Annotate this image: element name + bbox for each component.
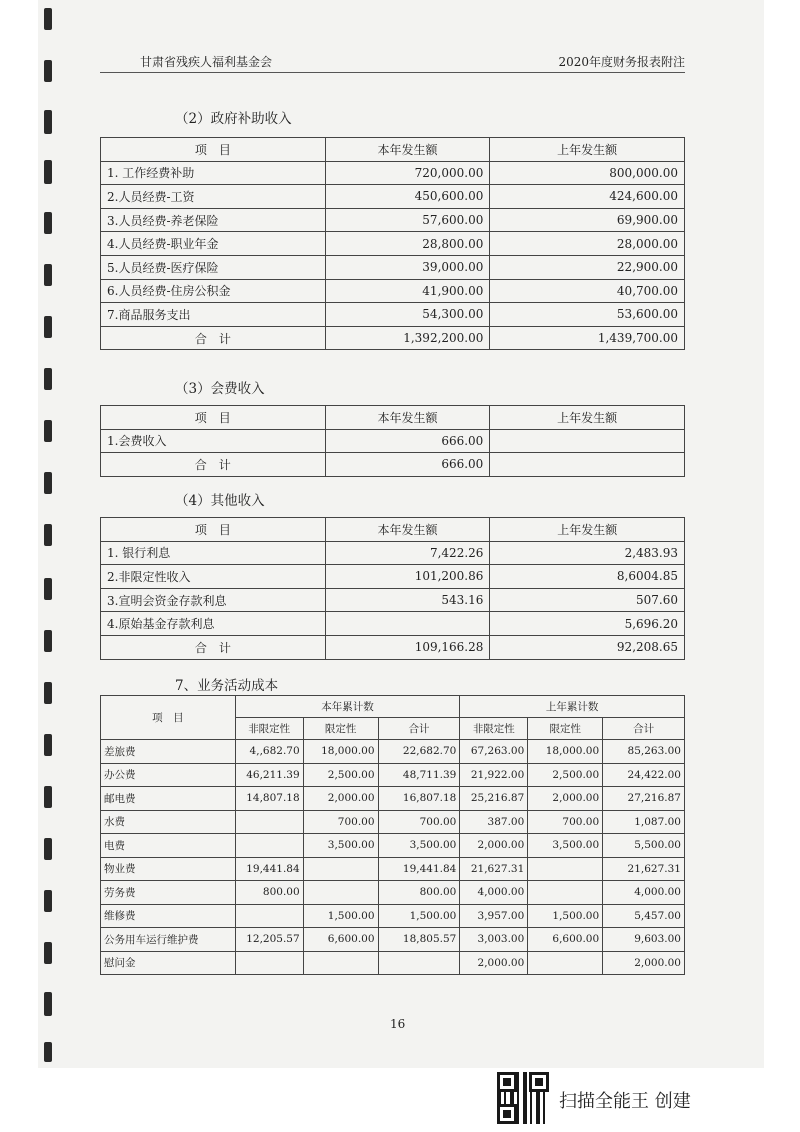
cell: 19,441.84 xyxy=(235,857,303,881)
binding-mark xyxy=(44,838,52,860)
cell xyxy=(490,429,685,453)
section-title-other: （4）其他收入 xyxy=(175,493,265,509)
cell: 7.商品服务支出 xyxy=(101,303,326,327)
qr-code-icon xyxy=(497,1072,549,1124)
binding-mark xyxy=(44,368,52,390)
table-row xyxy=(101,232,685,256)
cell: 39,000.00 xyxy=(325,255,490,279)
binding-mark xyxy=(44,524,52,546)
cell xyxy=(528,881,603,905)
col-header: 本年发生额 xyxy=(325,138,490,162)
cell xyxy=(325,612,490,636)
binding-mark xyxy=(44,264,52,286)
row-label: 邮电费 xyxy=(101,787,236,811)
cell: 5,500.00 xyxy=(603,834,685,858)
cell: 666.00 xyxy=(325,429,490,453)
cell xyxy=(528,857,603,881)
cell: 700.00 xyxy=(378,810,460,834)
section-title-gov: （2）政府补助收入 xyxy=(175,111,292,127)
binding-mark xyxy=(44,630,52,652)
cell: 2,000.00 xyxy=(603,951,685,975)
cell: 12,205.57 xyxy=(235,928,303,952)
row-label: 办公费 xyxy=(101,763,236,787)
cell: 700.00 xyxy=(303,810,378,834)
cell: 1. 工作经费补助 xyxy=(101,161,326,185)
binding-mark xyxy=(44,110,52,134)
cell: 109,166.28 xyxy=(325,635,490,659)
cell: 1,392,200.00 xyxy=(325,326,490,350)
cell: 1,439,700.00 xyxy=(490,326,685,350)
membership-fee-table xyxy=(100,405,685,477)
cell: 合 计 xyxy=(101,635,326,659)
binding-mark xyxy=(44,890,52,912)
group-header-prior: 上年累计数 xyxy=(460,696,685,718)
binding-mark xyxy=(44,420,52,442)
table-header-row xyxy=(101,406,685,430)
cell: 543.16 xyxy=(325,588,490,612)
binding-mark xyxy=(44,212,52,234)
binding-mark xyxy=(44,682,52,704)
cell: 4.人员经费-职业年金 xyxy=(101,232,326,256)
cell: 5,696.20 xyxy=(490,612,685,636)
cell: 6.人员经费-住房公积金 xyxy=(101,279,326,303)
table-row xyxy=(101,740,685,764)
col-header: 限定性 xyxy=(528,718,603,740)
binding-mark xyxy=(44,1042,52,1062)
total-row xyxy=(101,453,685,477)
row-label: 电费 xyxy=(101,834,236,858)
section-title-cost: 7、业务活动成本 xyxy=(175,678,279,694)
cell: 3,003.00 xyxy=(460,928,528,952)
binding-mark xyxy=(44,316,52,338)
cell: 67,263.00 xyxy=(460,740,528,764)
row-label: 水费 xyxy=(101,810,236,834)
table-row xyxy=(101,279,685,303)
cell: 1,500.00 xyxy=(378,904,460,928)
cell: 18,000.00 xyxy=(528,740,603,764)
cell: 5.人员经费-医疗保险 xyxy=(101,255,326,279)
col-header: 项 目 xyxy=(101,406,326,430)
cost-rows xyxy=(101,740,685,975)
cell: 8,6004.85 xyxy=(490,565,685,589)
cell: 1,500.00 xyxy=(303,904,378,928)
cell: 合 计 xyxy=(101,326,326,350)
cell: 14,807.18 xyxy=(235,787,303,811)
cell: 2,500.00 xyxy=(303,763,378,787)
cell: 450,600.00 xyxy=(325,185,490,209)
cell xyxy=(235,810,303,834)
table-row xyxy=(101,612,685,636)
binding-mark xyxy=(44,160,52,184)
cell: 800,000.00 xyxy=(490,161,685,185)
table-header-row xyxy=(101,518,685,542)
cell: 2,500.00 xyxy=(528,763,603,787)
col-header: 合计 xyxy=(378,718,460,740)
table-row xyxy=(101,429,685,453)
table-row xyxy=(101,834,685,858)
binding-mark xyxy=(44,734,52,756)
cell: 3,500.00 xyxy=(528,834,603,858)
cell: 507.60 xyxy=(490,588,685,612)
col-header: 本年发生额 xyxy=(325,406,490,430)
cell: 85,263.00 xyxy=(603,740,685,764)
cell: 46,211.39 xyxy=(235,763,303,787)
row-label: 公务用车运行维护费 xyxy=(101,928,236,952)
table-row xyxy=(101,904,685,928)
cell: 666.00 xyxy=(325,453,490,477)
table-row xyxy=(101,255,685,279)
cell: 27,216.87 xyxy=(603,787,685,811)
cell xyxy=(490,453,685,477)
cell: 69,900.00 xyxy=(490,208,685,232)
cell: 3,500.00 xyxy=(303,834,378,858)
cell: 1,087.00 xyxy=(603,810,685,834)
table-row xyxy=(101,787,685,811)
table-row xyxy=(101,928,685,952)
binding-mark xyxy=(44,472,52,494)
table-header-row xyxy=(101,138,685,162)
table-row xyxy=(101,208,685,232)
cell: 800.00 xyxy=(235,881,303,905)
cell: 1.会费收入 xyxy=(101,429,326,453)
row-label: 慰问金 xyxy=(101,951,236,975)
table-row xyxy=(101,588,685,612)
cell: 57,600.00 xyxy=(325,208,490,232)
cell: 4,000.00 xyxy=(603,881,685,905)
org-name: 甘肃省残疾人福利基金会 xyxy=(140,55,273,69)
cell: 4,,682.70 xyxy=(235,740,303,764)
cell: 48,711.39 xyxy=(378,763,460,787)
cell: 2,483.93 xyxy=(490,541,685,565)
col-header: 本年发生额 xyxy=(325,518,490,542)
binding-mark xyxy=(44,992,52,1016)
cell: 424,600.00 xyxy=(490,185,685,209)
col-header: 上年发生额 xyxy=(490,406,685,430)
col-header: 上年发生额 xyxy=(490,518,685,542)
cell: 387.00 xyxy=(460,810,528,834)
cell: 18,000.00 xyxy=(303,740,378,764)
cell xyxy=(378,951,460,975)
table-row xyxy=(101,565,685,589)
cell: 3.宣明会资金存款利息 xyxy=(101,588,326,612)
cell: 合 计 xyxy=(101,453,326,477)
cell: 3,957.00 xyxy=(460,904,528,928)
cell xyxy=(235,951,303,975)
col-header: 上年发生额 xyxy=(490,138,685,162)
cell xyxy=(528,951,603,975)
table-row xyxy=(101,303,685,327)
cell: 2,000.00 xyxy=(303,787,378,811)
cell: 1,500.00 xyxy=(528,904,603,928)
cell: 53,600.00 xyxy=(490,303,685,327)
cell: 28,800.00 xyxy=(325,232,490,256)
gov-subsidy-table xyxy=(100,137,685,350)
total-row xyxy=(101,635,685,659)
col-header: 项 目 xyxy=(101,138,326,162)
cell: 7,422.26 xyxy=(325,541,490,565)
cell: 700.00 xyxy=(528,810,603,834)
table-row xyxy=(101,185,685,209)
page-number: 16 xyxy=(390,1017,406,1031)
cell: 21,627.31 xyxy=(460,857,528,881)
cell: 6,600.00 xyxy=(303,928,378,952)
cell: 22,900.00 xyxy=(490,255,685,279)
cell: 2.非限定性收入 xyxy=(101,565,326,589)
table-row xyxy=(101,881,685,905)
row-label: 差旅费 xyxy=(101,740,236,764)
group-header-current: 本年累计数 xyxy=(235,696,460,718)
cell: 21,922.00 xyxy=(460,763,528,787)
cell: 6,600.00 xyxy=(528,928,603,952)
cell xyxy=(303,951,378,975)
binding-mark xyxy=(44,942,52,964)
table-row xyxy=(101,541,685,565)
table-header-row xyxy=(101,696,685,718)
cell: 4.原始基金存款利息 xyxy=(101,612,326,636)
cell: 720,000.00 xyxy=(325,161,490,185)
col-header: 限定性 xyxy=(303,718,378,740)
cell: 2.人员经费-工资 xyxy=(101,185,326,209)
col-header: 合计 xyxy=(603,718,685,740)
binding-mark xyxy=(44,578,52,600)
cell: 92,208.65 xyxy=(490,635,685,659)
cell: 4,000.00 xyxy=(460,881,528,905)
cell xyxy=(235,834,303,858)
row-label: 劳务费 xyxy=(101,881,236,905)
cell xyxy=(303,881,378,905)
table-row xyxy=(101,951,685,975)
page-header xyxy=(100,50,685,73)
table-row xyxy=(101,161,685,185)
cell: 21,627.31 xyxy=(603,857,685,881)
cell: 28,000.00 xyxy=(490,232,685,256)
col-header: 非限定性 xyxy=(460,718,528,740)
cell: 3,500.00 xyxy=(378,834,460,858)
binding-mark xyxy=(44,8,52,30)
cell xyxy=(235,904,303,928)
cell: 5,457.00 xyxy=(603,904,685,928)
table-row xyxy=(101,857,685,881)
cell: 800.00 xyxy=(378,881,460,905)
col-header: 项 目 xyxy=(101,518,326,542)
cell: 1. 银行利息 xyxy=(101,541,326,565)
cell: 101,200.86 xyxy=(325,565,490,589)
cell: 9,603.00 xyxy=(603,928,685,952)
col-header: 非限定性 xyxy=(235,718,303,740)
table-row xyxy=(101,763,685,787)
doc-title: 2020年度财务报表附注 xyxy=(558,55,685,69)
binding-mark xyxy=(44,60,52,82)
other-income-table xyxy=(100,517,685,660)
cell: 2,000.00 xyxy=(528,787,603,811)
cell: 22,682.70 xyxy=(378,740,460,764)
col-header-item: 项 目 xyxy=(101,696,236,740)
cell: 25,216.87 xyxy=(460,787,528,811)
scanner-watermark: 扫描全能王 创建 xyxy=(559,1091,691,1112)
cell: 3.人员经费-养老保险 xyxy=(101,208,326,232)
cell: 41,900.00 xyxy=(325,279,490,303)
cell: 16,807.18 xyxy=(378,787,460,811)
cell: 2,000.00 xyxy=(460,951,528,975)
table-row xyxy=(101,810,685,834)
binding-mark xyxy=(44,786,52,808)
cell: 2,000.00 xyxy=(460,834,528,858)
section-title-fee: （3）会费收入 xyxy=(175,381,265,397)
total-row xyxy=(101,326,685,350)
activity-cost-table xyxy=(100,695,685,975)
row-label: 物业费 xyxy=(101,857,236,881)
row-label: 维修费 xyxy=(101,904,236,928)
cell: 18,805.57 xyxy=(378,928,460,952)
cell: 54,300.00 xyxy=(325,303,490,327)
cell xyxy=(303,857,378,881)
cell: 19,441.84 xyxy=(378,857,460,881)
cell: 40,700.00 xyxy=(490,279,685,303)
cell: 24,422.00 xyxy=(603,763,685,787)
